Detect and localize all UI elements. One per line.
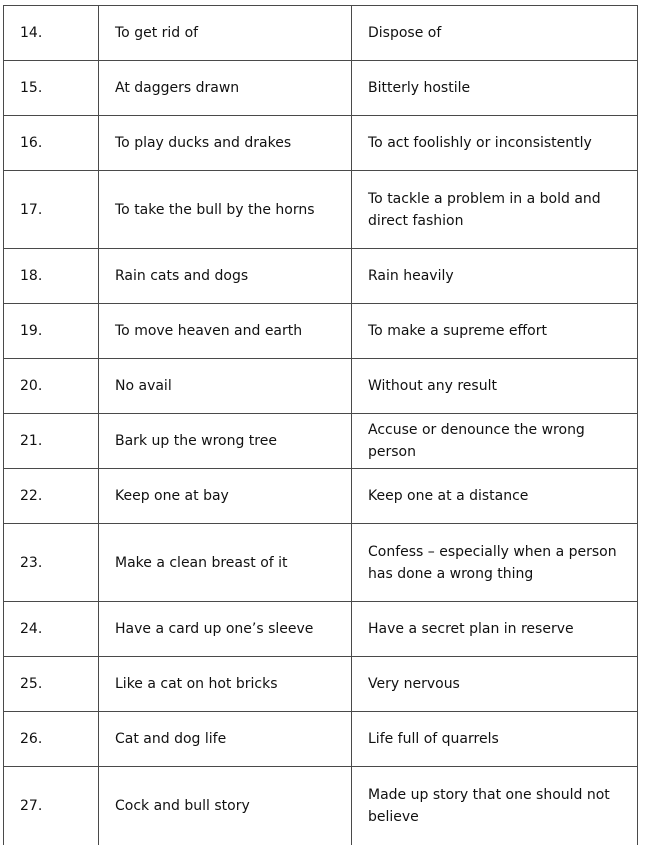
idiom-text: Cat and dog life bbox=[99, 712, 352, 767]
idiom-text: No avail bbox=[99, 359, 352, 414]
meaning-text: Life full of quarrels bbox=[352, 712, 638, 767]
meaning-text: To make a supreme effort bbox=[352, 304, 638, 359]
meaning-text: Rain heavily bbox=[352, 249, 638, 304]
idiom-text: Have a card up one’s sleeve bbox=[99, 602, 352, 657]
table-row bbox=[4, 767, 638, 845]
table-row bbox=[4, 657, 638, 712]
idiom-text: To take the bull by the horns bbox=[99, 171, 352, 249]
row-number: 25. bbox=[4, 657, 99, 712]
idiom-text: To play ducks and drakes bbox=[99, 116, 352, 171]
table-row bbox=[4, 116, 638, 171]
table-row bbox=[4, 602, 638, 657]
table-row bbox=[4, 61, 638, 116]
table-row bbox=[4, 524, 638, 602]
idiom-text: At daggers drawn bbox=[99, 61, 352, 116]
meaning-text: Very nervous bbox=[352, 657, 638, 712]
meaning-text: Have a secret plan in reserve bbox=[352, 602, 638, 657]
table-row bbox=[4, 712, 638, 767]
row-number: 22. bbox=[4, 469, 99, 524]
idiom-table bbox=[3, 5, 638, 845]
table-row bbox=[4, 249, 638, 304]
meaning-text: To act foolishly or inconsistently bbox=[352, 116, 638, 171]
row-number: 17. bbox=[4, 171, 99, 249]
table-row bbox=[4, 171, 638, 249]
idiom-text: Bark up the wrong tree bbox=[99, 414, 352, 469]
meaning-text: Keep one at a distance bbox=[352, 469, 638, 524]
row-number: 23. bbox=[4, 524, 99, 602]
row-number: 19. bbox=[4, 304, 99, 359]
idiom-text: Rain cats and dogs bbox=[99, 249, 352, 304]
row-number: 20. bbox=[4, 359, 99, 414]
row-number: 14. bbox=[4, 6, 99, 61]
meaning-text: Confess – especially when a person has done a wrong thing bbox=[352, 524, 638, 602]
meaning-text: Without any result bbox=[352, 359, 638, 414]
meaning-text: To tackle a problem in a bold and direct fashion bbox=[352, 171, 638, 249]
meaning-text: Accuse or denounce the wrong person bbox=[352, 414, 638, 469]
idiom-text: Keep one at bay bbox=[99, 469, 352, 524]
table-row bbox=[4, 304, 638, 359]
meaning-text: Dispose of bbox=[352, 6, 638, 61]
idiom-text: Like a cat on hot bricks bbox=[99, 657, 352, 712]
idiom-text: To move heaven and earth bbox=[99, 304, 352, 359]
idiom-text: To get rid of bbox=[99, 6, 352, 61]
table-row bbox=[4, 469, 638, 524]
table-row bbox=[4, 359, 638, 414]
meaning-text: Made up story that one should not believe bbox=[352, 767, 638, 845]
row-number: 27. bbox=[4, 767, 99, 845]
meaning-text: Bitterly hostile bbox=[352, 61, 638, 116]
idiom-text: Cock and bull story bbox=[99, 767, 352, 845]
row-number: 18. bbox=[4, 249, 99, 304]
row-number: 21. bbox=[4, 414, 99, 469]
row-number: 26. bbox=[4, 712, 99, 767]
table-row bbox=[4, 414, 638, 469]
idiom-text: Make a clean breast of it bbox=[99, 524, 352, 602]
row-number: 15. bbox=[4, 61, 99, 116]
row-number: 24. bbox=[4, 602, 99, 657]
row-number: 16. bbox=[4, 116, 99, 171]
table-row bbox=[4, 6, 638, 61]
